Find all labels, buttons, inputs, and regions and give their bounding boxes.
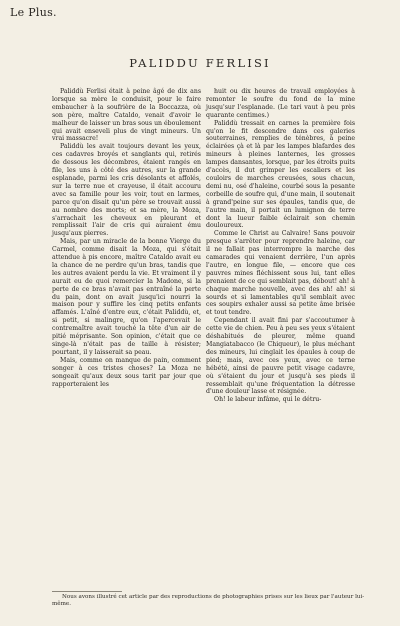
paragraph: Paliddù tressait en carnes la première fois qu'on le fit descendre dans ces galeries souterraines, remplies de ténèbres, à peine éclairées çà et là par les lampes blafardes des mineurs à pleines lanternes, les grosses lampes dansantes, lorsque, par les étroits puits d'accès, il dut grimper les escaliers et les couloirs de marches creusées, sous chacun, demi nu, osé d'haleine, courbé sous la pesante corbeille de soufre qui, d'une main, il soutenait à grand'peine sur ses épaules, tandis que, de l'autre main, il portait un lumignon de terre dont la lueur faible éclairait son chemin douloureux.: [206, 119, 355, 230]
footnote: Nous avons illustré cet article par des reproductions de photographies prises sur les lieux par l'auteur lui-même.: [52, 594, 365, 607]
paragraph: Mais, comme on manque de pain, comment songer à ces tristes choses? La Moza ne songeait qu'aux deux sous tarit par jour que rapporteraient les: [52, 356, 201, 388]
paragraph: Paliddù Ferlisi était à peine âgé de dix ans lorsque sa mère le conduisit, pour le faire embaucher à la soufrière de la Boccazza, où son père, maître Cataldo, venait d'avoir le malheur de laisser un bras sous un éboulement qui avait enseveli plus de vingt mineurs. Un vrai massacre!: [52, 88, 201, 143]
text-column-left: [52, 88, 201, 388]
paragraph: huit ou dix heures de travail employées à remonter le soufre du fond de la mine jusqu'sur l'esplanade. (Le tari vaut à peu près quarante centimes.): [206, 88, 355, 119]
paragraph: Paliddù les avait toujours devant les yeux, ces cadavres broyés et sanglants qui, retirés de dessous les décombres, étaient rangés en file, les uns à côté des autres, sur la grande esplanade, parmi les cris désolants et affolés, sur la terre nue et crayeuse, il était accouru avec sa famille pour les voir, tout en larmes, parce qu'on disait qu'un père se trouvait aussi au nombre des morts; et sa mère, la Moza, s'arrachait les cheveux en pleurant et remplissait l'air de cris qui auraient ému jusqu'aux pierres.: [52, 143, 201, 238]
article-title: PALIDDU FERLISI: [129, 56, 271, 70]
text-column-right: [206, 88, 355, 404]
paragraph: Mais, par un miracle de la bonne Vierge du Carmel, comme disait la Moza, qui s'était attendue à pis encore, maître Cataldo avait eu la chance de ne perdre qu'un bras, tandis que les autres avaient perdu la vie. Et vraiment il y aurait eu de quoi remercier la Madone, si la perte de ce bras n'avait pas entraîné la perte du pain, dont on avait jusqu'ici nourri la maison pour y suffire les cinq petits enfants affamés. L'aîné d'entre eux, c'était Paliddù, et, si petit, si malingre, qu'on l'apercevait le contremaître avait touché la tête d'un air de pitié méprisante. Son opinion, c'était que ce singe-là n'était pas de taille à résister; pourtant, il y laisserait sa peau.: [52, 238, 201, 356]
footnote-divider: [52, 591, 122, 592]
running-head: Le Plus.: [10, 6, 57, 19]
paragraph: Cependant il avait fini par s'accoutumer à cette vie de chien. Peu à peu ses yeux s'étaient déshabitués de pleurer, même quand Mangiatabacco (le Chiqueur), le plus méchant des mineurs, lui cinglait les épaules à coup de pied; mais, avec ces yeux, avec ce terne hébété, ainsi de pauvre petit visage cadavre, où s'étaient du jour et jusqu'à ses pieds il ressemblait qu'une fréquentation la détresse d'une douleur lasse et résignée.: [206, 317, 355, 396]
paragraph: Oh! le labeur infâme, qui le détru-: [214, 396, 322, 404]
paragraph: Comme le Christ au Calvaire! Sans pouvoir presque s'arrêter pour reprendre haleine, car il ne fallait pas interrompre la marche des camarades qui venaient derrière, l'un après l'autre, en longue file, — encore que ces pauvres mines fléchissent sous lui, tant elles prenaient de ce qui semblait pas, débout! ah! à chaque marche nouvelle, avec des ah! ah! si sourds et si lamentables qu'il semblait avec ces soupirs exhaler aussi sa petite âme brisée et tout tendre.: [206, 230, 355, 317]
